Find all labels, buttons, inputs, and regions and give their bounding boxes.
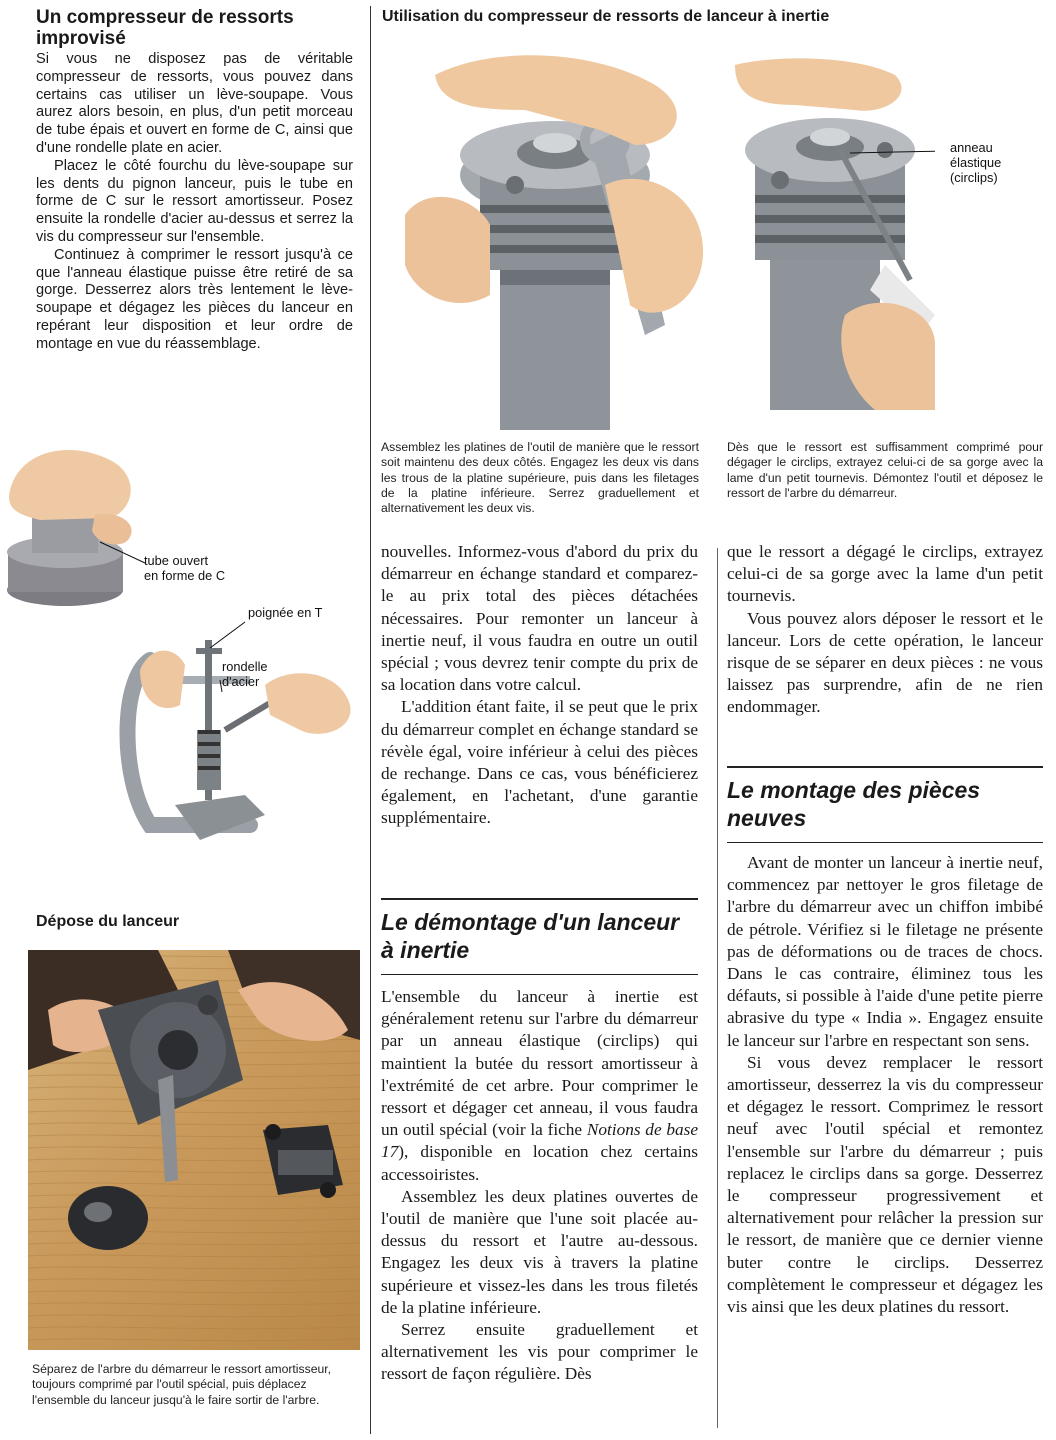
middle-column-lower bbox=[381, 986, 698, 1386]
left-paragraph: Continuez à comprimer le ressort jusqu'à ce que l'anneau élastique puisse être retiré de sa gorge. Desserrez alors très lentement le lève-soupape et dégagez les pièces du lanceur en repérant leur disposition et leur ordre de montage en vue du réassemblage. bbox=[36, 246, 353, 352]
middle-paragraph: Serrez ensuite graduellement et alternativement les vis pour comprimer le ressort de façon régulière. Dès bbox=[381, 1320, 698, 1384]
heading-demontage: Le démontage d'un lanceur à inertie bbox=[381, 909, 680, 963]
depose-photo-drawing bbox=[28, 950, 360, 1350]
section-rule-bottom-right bbox=[727, 842, 1043, 843]
right-paragraph: Vous pouvez alors déposer le ressort et le lanceur. Lors de cette opération, le lanceur risque de se séparer en deux pièces : ne vous laissez pas surprendre, afin de ne rien endommager. bbox=[727, 608, 1043, 717]
section-rule-top-right bbox=[727, 766, 1043, 768]
left-paragraph: Si vous ne disposez pas de véritable compresseur de ressorts, vous pouvez dans certains cas utiliser un lève-soupape. Vous aurez alors besoin, en plus, d'un petit morceau de tube épais et ouvert en forme de C, ainsi que d'une rondelle plate en acier. bbox=[36, 51, 353, 156]
illustration-valve-lifter bbox=[0, 430, 365, 870]
text-run: L'ensemble du lanceur à inertie est généralement retenu sur l'arbre du démarreur par un anneau élastique (circlips) qui maintient la butée du ressort amortisseur à l'extrémité de cet arbre. Pour comprimer le ressort et dégager cet anneau, il vous faudra un outil spécial (voir la fiche bbox=[381, 987, 698, 1140]
right-paragraph: Si vous devez remplacer le ressort amortisseur, desserrez la vis du compresseur et dégagez le ressort. Comprimez le ressort neuf avec l'outil spécial et remontez l'ensemble sur l'arbre du démarreur ; puis replacez le circlips dans sa gorge. Desserrez le compresseur progressivement et alternativement pour relâcher la pression sur le ressort, de manière que ce dernier vienne buter contre le circlips. Desserrez complètement le compresseur et dégagez les vis ainsi que les deux platines du ressort. bbox=[727, 1052, 1043, 1317]
illustration-extract-circlips bbox=[735, 55, 935, 410]
caption-circlips: Dès que le ressort est suffisamment comprimé pour dégager le circlips, extrayez celui-ci de sa gorge avec la lame d'un petit tournevis. Démontez l'outil et déposez le ressort de l'arbre du démarreur. bbox=[727, 440, 1043, 500]
label-tube-c: tube ouvert en forme de C bbox=[144, 553, 226, 583]
label-anneau-elastique: anneau élastique (circlips) bbox=[950, 140, 1002, 185]
right-column bbox=[727, 541, 1043, 719]
column-divider-right bbox=[717, 548, 718, 1428]
right-paragraph: Avant de monter un lanceur à inertie neuf, commencez par nettoyer le gros filetage de l'arbre du démarreur avec un chiffon imbibé de pétrole. Vérifiez si le filetage ne présente pas de déformations ou de traces de chocs. Dans le cas contraire, éliminez tous les défauts, si possible à l'aide d'une petite pierre abrasive du type « India ». Engagez ensuite le lanceur sur l'arbre en respectant son sens. bbox=[727, 853, 1043, 1050]
section-rule-bottom bbox=[381, 974, 698, 975]
assemble-drawing bbox=[405, 35, 705, 430]
caption-assemble: Assemblez les platines de l'outil de manière que le ressort soit maintenu des deux côtés. Engagez les deux vis dans les trous de la platine supérieure, puis dans les filetages de la platine inférieure. Serrez graduellement et alternativement les deux vis. bbox=[381, 440, 699, 516]
section-rule-top bbox=[381, 898, 698, 900]
left-title: Un compresseur de ressorts improvisé bbox=[36, 7, 294, 49]
valve-lifter-drawing bbox=[0, 430, 365, 870]
photo-depose-lanceur bbox=[28, 950, 360, 1350]
middle-column bbox=[381, 541, 698, 830]
left-paragraph: Placez le côté fourchu du lève-soupape sur les dents du pignon lanceur, puis le tube en forme de C sur le ressort amortisseur. Posez ensuite la rondelle d'acier au-dessus et serrez la vis du compresseur sur l'ensemble. bbox=[36, 157, 353, 245]
reference-notions: Notions de base 17 bbox=[381, 1120, 698, 1162]
right-column-lower bbox=[727, 852, 1043, 1318]
label-poignee: poignée en T bbox=[248, 605, 323, 620]
middle-paragraph bbox=[381, 986, 698, 1186]
middle-paragraph: L'addition étant faite, il se peut que le prix du démarreur complet en échange standard se révèle égal, voire inférieur à celui des pièces de rechange. Dans ce cas, vous bénéficierez également, en l'achetant, d'une garantie supplémentaire. bbox=[381, 697, 698, 828]
text-run: ), disponible en location chez certains accessoiristes. bbox=[381, 1142, 698, 1184]
depose-caption: Séparez de l'arbre du démarreur le ressort amortisseur, toujours comprimé par l'outil spécial, puis déplacez l'ensemble du lanceur jusqu'à le faire sortir de l'arbre. bbox=[32, 1362, 332, 1407]
label-rondelle: rondelle d'acier bbox=[222, 659, 268, 689]
circlips-drawing bbox=[735, 55, 935, 410]
heading-montage: Le montage des pièces neuves bbox=[727, 777, 981, 831]
top-title: Utilisation du compresseur de ressorts de lanceur à inertie bbox=[382, 8, 830, 25]
column-divider bbox=[370, 6, 371, 1434]
depose-title: Dépose du lanceur bbox=[36, 913, 180, 930]
illustration-assemble-platines bbox=[405, 35, 705, 430]
middle-paragraph: nouvelles. Informez-vous d'abord du prix du démarreur en échange standard et comparez-le au prix total des pièces détachées nécessaires. Pour remonter un lanceur à inertie neuf, il vous faudra en outre un outil spécial ; vous devrez tenir compte du prix de sa location dans votre calcul. bbox=[381, 542, 698, 695]
right-paragraph: que le ressort a dégagé le circlips, extrayez celui-ci de sa gorge avec la lame d'un petit tournevis. bbox=[727, 542, 1043, 606]
left-text bbox=[36, 51, 353, 354]
middle-paragraph: Assemblez les deux platines ouvertes de l'outil de manière que l'une soit placée au-dessus du ressort et l'autre au-dessous. Engagez les deux vis à travers la platine supérieure et vissez-les dans les trous filetés de la platine inférieure. bbox=[381, 1186, 698, 1317]
